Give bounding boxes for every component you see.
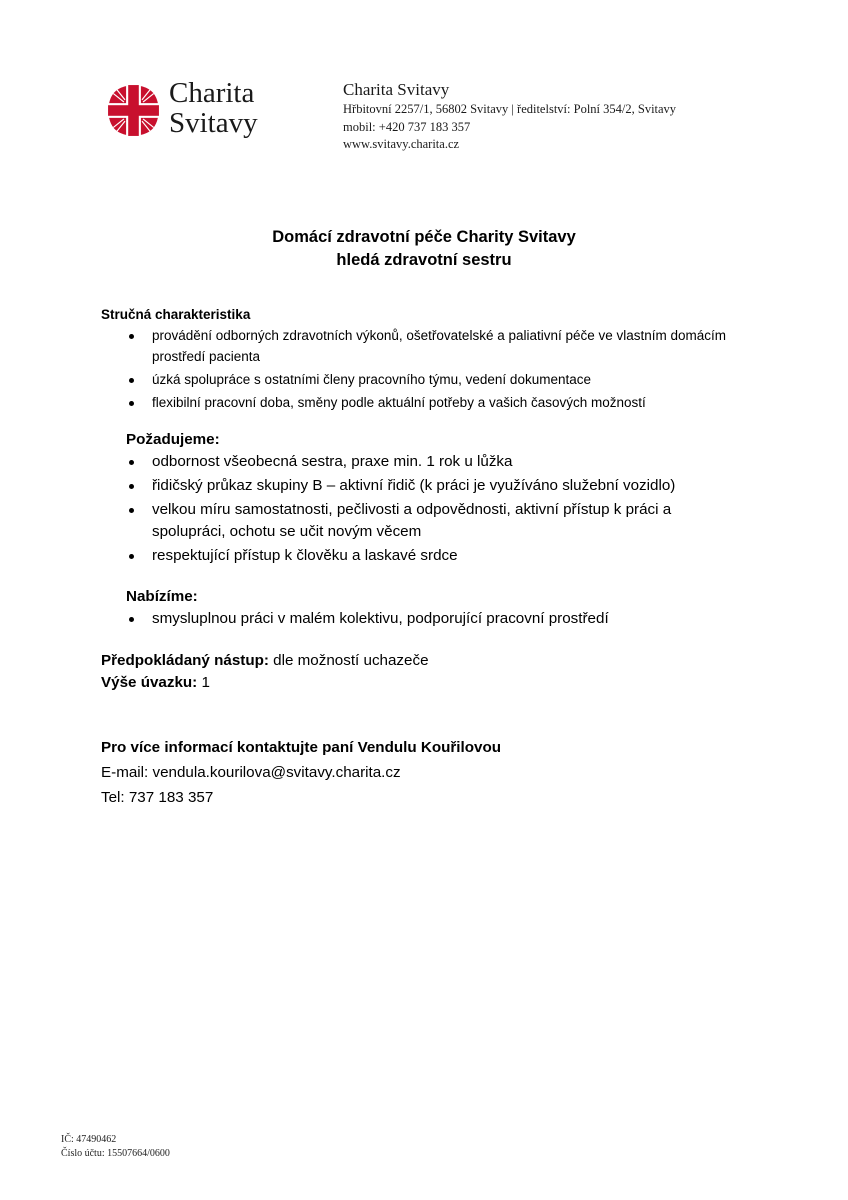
start-date-line: [101, 650, 741, 672]
start-date-label: Předpokládaný nástup:: [101, 652, 269, 669]
contact-heading: Pro více informací kontaktujte paní Vendulu Kouřilovou: [101, 739, 501, 756]
requirements-list: [101, 451, 741, 567]
list-item: flexibilní pracovní doba, směny podle aktuální potřeby a vašich časových možností: [101, 392, 741, 413]
offer-heading: Nabízíme:: [126, 588, 198, 605]
org-address: Hřbitovní 2257/1, 56802 Svitavy | ředitelství: Polní 354/2, Svitavy: [343, 102, 677, 116]
list-item: velkou míru samostatnosti, pečlivosti a odpovědnosti, aktivní přístup k práci a spolupráci, ochotu se učit novým věcem: [101, 499, 741, 543]
organization-info: [343, 80, 676, 154]
org-name: Charita Svitavy: [343, 80, 450, 99]
footer: [61, 1133, 170, 1161]
list-item: respektující přístup k člověku a laskavé srdce: [101, 545, 741, 567]
footer-ic: IČ: 47490462: [61, 1134, 117, 1145]
workload-line: [101, 672, 741, 694]
requirements-section: [101, 429, 741, 567]
offer-list: [101, 608, 741, 630]
document-body: [101, 304, 741, 810]
contact-section: [101, 735, 741, 810]
list-item: odbornost všeobecná sestra, praxe min. 1 rok u lůžka: [101, 451, 741, 473]
org-website: www.svitavy.charita.cz: [343, 137, 460, 151]
title-line1: Domácí zdravotní péče Charity Svitavy: [272, 228, 576, 246]
list-item: řidičský průkaz skupiny B – aktivní řidič (k práci je využíváno služební vozidlo): [101, 475, 741, 497]
logo-text-line2: Svitavy: [169, 107, 258, 139]
footer-account: Číslo účtu: 15507664/0600: [61, 1148, 170, 1159]
workload-label: Výše úvazku:: [101, 674, 198, 691]
characteristics-heading: Stručná charakteristika: [101, 307, 251, 322]
characteristics-list: [101, 325, 741, 413]
page-title: [0, 226, 848, 272]
list-item: úzká spolupráce s ostatními členy pracovního týmu, vedení dokumentace: [101, 369, 741, 390]
characteristics-section: [101, 304, 741, 413]
offer-section: [101, 586, 741, 630]
logo-text-line1: Charita: [169, 77, 255, 109]
title-line2: hledá zdravotní sestru: [336, 251, 512, 269]
list-item: smysluplnou práci v malém kolektivu, podporující pracovní prostředí: [101, 608, 741, 630]
requirements-heading: Požadujeme:: [126, 431, 220, 448]
org-phone: mobil: +420 737 183 357: [343, 119, 471, 134]
charita-cross-icon: [107, 84, 160, 137]
charita-logo: [107, 77, 277, 143]
contact-email[interactable]: E-mail: vendula.kourilova@svitavy.charita.cz: [101, 764, 401, 781]
list-item: provádění odborných zdravotních výkonů, ošetřovatelské a paliativní péče ve vlastním domácím prostředí pacienta: [101, 325, 741, 367]
start-date-value: dle možností uchazeče: [268, 652, 429, 669]
position-details: [101, 650, 741, 694]
logo-text: [169, 78, 258, 138]
workload-value: 1: [197, 674, 210, 691]
contact-phone: Tel: 737 183 357: [101, 789, 214, 806]
